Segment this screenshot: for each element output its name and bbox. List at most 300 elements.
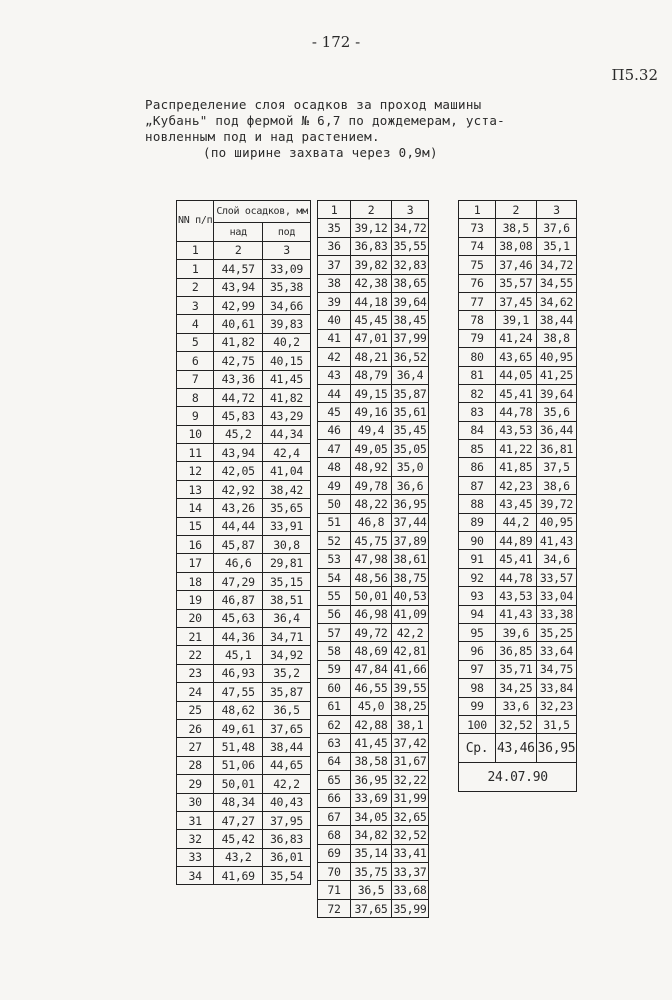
- value-below: 36,4: [263, 609, 311, 627]
- row-number: 4: [177, 315, 214, 333]
- value-above: 45,45: [351, 311, 392, 329]
- value-above: 51,48: [214, 738, 263, 756]
- row-number: 43: [318, 366, 351, 384]
- row-number: 93: [459, 587, 496, 605]
- value-above: 34,82: [351, 826, 392, 844]
- value-below: 35,87: [263, 683, 311, 701]
- value-above: 36,95: [351, 771, 392, 789]
- table-row: [177, 830, 311, 848]
- index-2: 2: [496, 201, 537, 219]
- value-below: 39,83: [263, 315, 311, 333]
- table-row: [177, 333, 311, 351]
- value-below: 35,2: [263, 664, 311, 682]
- value-below: 37,5: [536, 458, 577, 476]
- value-above: 43,53: [496, 421, 537, 439]
- table-row: [177, 499, 311, 517]
- index-3: 3: [263, 241, 311, 259]
- value-above: 33,69: [351, 789, 392, 807]
- value-below: 35,6: [536, 403, 577, 421]
- value-above: 36,83: [351, 237, 392, 255]
- row-number: 56: [318, 605, 351, 623]
- row-number: 3: [177, 296, 214, 314]
- value-above: 34,05: [351, 807, 392, 825]
- row-number: 60: [318, 679, 351, 697]
- value-below: 40,95: [536, 348, 577, 366]
- row-number: 57: [318, 623, 351, 641]
- value-above: 34,25: [496, 679, 537, 697]
- value-below: 44,65: [263, 756, 311, 774]
- table-row: [459, 697, 577, 715]
- table-row: [318, 237, 429, 255]
- value-above: 37,46: [496, 256, 537, 274]
- value-above: 48,62: [214, 701, 263, 719]
- table-row: [177, 517, 311, 535]
- data-table-3: [458, 200, 577, 792]
- value-above: 43,26: [214, 499, 263, 517]
- table-row: [459, 715, 577, 733]
- value-above: 39,6: [496, 623, 537, 641]
- table-row: [318, 789, 429, 807]
- value-below: 32,83: [392, 256, 429, 274]
- row-number: 58: [318, 642, 351, 660]
- value-above: 47,29: [214, 572, 263, 590]
- table-row: [459, 495, 577, 513]
- value-above: 46,98: [351, 605, 392, 623]
- value-below: 39,55: [392, 679, 429, 697]
- value-above: 45,87: [214, 536, 263, 554]
- table-row: [459, 440, 577, 458]
- row-number: 69: [318, 844, 351, 862]
- row-number: 23: [177, 664, 214, 682]
- table-row: [177, 278, 311, 296]
- table-row: [177, 664, 311, 682]
- value-below: 40,53: [392, 587, 429, 605]
- table-row: [177, 572, 311, 590]
- table-row: [318, 623, 429, 641]
- table-row: [459, 329, 577, 347]
- row-number: 79: [459, 329, 496, 347]
- value-above: 47,55: [214, 683, 263, 701]
- table-row: [177, 867, 311, 885]
- row-number: 13: [177, 480, 214, 498]
- header-group: Слой осадков, мм: [214, 201, 311, 223]
- row-number: 35: [318, 219, 351, 237]
- title-line-4: (по ширине захвата через 0,9м): [203, 145, 438, 160]
- row-number: 33: [177, 848, 214, 866]
- value-above: 36,85: [496, 642, 537, 660]
- value-above: 49,15: [351, 384, 392, 402]
- value-above: 49,61: [214, 719, 263, 737]
- value-above: 39,12: [351, 219, 392, 237]
- value-below: 40,2: [263, 333, 311, 351]
- value-below: 39,64: [536, 384, 577, 402]
- table-row: [177, 536, 311, 554]
- value-above: 39,1: [496, 311, 537, 329]
- index-1: 1: [318, 201, 351, 219]
- value-below: 34,71: [263, 627, 311, 645]
- row-number: 59: [318, 660, 351, 678]
- average-below: 36,95: [536, 734, 577, 763]
- value-below: 42,81: [392, 642, 429, 660]
- value-above: 45,63: [214, 609, 263, 627]
- row-number: 18: [177, 572, 214, 590]
- table-row: [177, 315, 311, 333]
- value-above: 49,72: [351, 623, 392, 641]
- value-below: 42,2: [263, 775, 311, 793]
- value-above: 47,84: [351, 660, 392, 678]
- index-1: 1: [177, 241, 214, 259]
- value-below: 41,66: [392, 660, 429, 678]
- row-number: 37: [318, 256, 351, 274]
- value-below: 33,38: [536, 605, 577, 623]
- value-above: 44,44: [214, 517, 263, 535]
- table-row: [459, 256, 577, 274]
- value-below: 31,99: [392, 789, 429, 807]
- value-below: 30,8: [263, 536, 311, 554]
- value-above: 41,45: [351, 734, 392, 752]
- row-number: 63: [318, 734, 351, 752]
- table-row: [177, 848, 311, 866]
- value-above: 43,53: [496, 587, 537, 605]
- value-below: 41,09: [392, 605, 429, 623]
- table-row: [318, 513, 429, 531]
- row-number: 70: [318, 863, 351, 881]
- value-above: 45,41: [496, 550, 537, 568]
- row-number: 21: [177, 627, 214, 645]
- value-below: 34,72: [392, 219, 429, 237]
- row-number: 47: [318, 440, 351, 458]
- value-above: 32,52: [496, 715, 537, 733]
- table-row: [318, 587, 429, 605]
- value-below: 37,6: [536, 219, 577, 237]
- row-number: 22: [177, 646, 214, 664]
- value-above: 49,16: [351, 403, 392, 421]
- page-number: - 172 -: [311, 33, 361, 51]
- value-above: 50,01: [214, 775, 263, 793]
- row-number: 95: [459, 623, 496, 641]
- table-row: [318, 660, 429, 678]
- value-above: 45,2: [214, 425, 263, 443]
- value-above: 42,38: [351, 274, 392, 292]
- index-1: 1: [459, 201, 496, 219]
- table-row: [459, 587, 577, 605]
- value-above: 42,88: [351, 715, 392, 733]
- value-below: 41,45: [263, 370, 311, 388]
- table-row: [318, 550, 429, 568]
- value-above: 49,78: [351, 476, 392, 494]
- table-row: [177, 609, 311, 627]
- value-below: 33,91: [263, 517, 311, 535]
- value-below: 38,44: [536, 311, 577, 329]
- value-above: 40,61: [214, 315, 263, 333]
- value-below: 35,25: [536, 623, 577, 641]
- value-above: 48,92: [351, 458, 392, 476]
- table-row: [318, 458, 429, 476]
- value-below: 33,64: [536, 642, 577, 660]
- value-below: 40,43: [263, 793, 311, 811]
- value-above: 48,34: [214, 793, 263, 811]
- value-above: 42,23: [496, 476, 537, 494]
- table-row: [177, 775, 311, 793]
- table-row: [318, 366, 429, 384]
- table-row: [459, 237, 577, 255]
- title-line-1: Распределение слоя осадков за проход машины: [145, 97, 482, 112]
- table-row: [177, 738, 311, 756]
- value-below: 35,65: [263, 499, 311, 517]
- row-number: 65: [318, 771, 351, 789]
- row-number: 54: [318, 568, 351, 586]
- row-number: 88: [459, 495, 496, 513]
- value-above: 35,75: [351, 863, 392, 881]
- table-row: [318, 568, 429, 586]
- table-row: [459, 642, 577, 660]
- row-number: 68: [318, 826, 351, 844]
- row-number: 45: [318, 403, 351, 421]
- value-below: 33,04: [536, 587, 577, 605]
- row-number: 75: [459, 256, 496, 274]
- row-number: 28: [177, 756, 214, 774]
- table-row: [177, 352, 311, 370]
- table-row: [459, 605, 577, 623]
- table-row: [177, 462, 311, 480]
- value-below: 35,05: [392, 440, 429, 458]
- row-number: 6: [177, 352, 214, 370]
- table-row: [459, 403, 577, 421]
- table-row: [318, 605, 429, 623]
- table-row: [318, 256, 429, 274]
- row-number: 96: [459, 642, 496, 660]
- value-above: 51,06: [214, 756, 263, 774]
- row-number: 100: [459, 715, 496, 733]
- row-number: 64: [318, 752, 351, 770]
- value-above: 42,75: [214, 352, 263, 370]
- row-number: 32: [177, 830, 214, 848]
- row-number: 15: [177, 517, 214, 535]
- row-number: 38: [318, 274, 351, 292]
- table-row: [177, 554, 311, 572]
- value-below: 38,44: [263, 738, 311, 756]
- row-number: 90: [459, 532, 496, 550]
- row-number: 78: [459, 311, 496, 329]
- table-row: [177, 683, 311, 701]
- value-above: 44,05: [496, 366, 537, 384]
- row-number: 8: [177, 388, 214, 406]
- value-below: 44,34: [263, 425, 311, 443]
- table-row: [318, 679, 429, 697]
- row-number: 7: [177, 370, 214, 388]
- table-row: [318, 348, 429, 366]
- table-row: [459, 311, 577, 329]
- value-below: 37,42: [392, 734, 429, 752]
- value-below: 39,72: [536, 495, 577, 513]
- row-number: 73: [459, 219, 496, 237]
- row-number: 91: [459, 550, 496, 568]
- value-above: 38,08: [496, 237, 537, 255]
- value-below: 34,6: [536, 550, 577, 568]
- index-2: 2: [351, 201, 392, 219]
- value-below: 41,25: [536, 366, 577, 384]
- table-row: [318, 292, 429, 310]
- value-above: 43,65: [496, 348, 537, 366]
- value-below: 36,52: [392, 348, 429, 366]
- row-number: 50: [318, 495, 351, 513]
- row-number: 80: [459, 348, 496, 366]
- value-below: 35,45: [392, 421, 429, 439]
- table-row: [318, 734, 429, 752]
- value-below: 36,5: [263, 701, 311, 719]
- table-row: [318, 532, 429, 550]
- value-above: 44,18: [351, 292, 392, 310]
- value-above: 45,42: [214, 830, 263, 848]
- value-below: 34,62: [536, 292, 577, 310]
- value-above: 42,05: [214, 462, 263, 480]
- row-number: 99: [459, 697, 496, 715]
- row-number: 17: [177, 554, 214, 572]
- table-row: [318, 440, 429, 458]
- value-above: 45,41: [496, 384, 537, 402]
- value-below: 43,29: [263, 407, 311, 425]
- value-above: 49,05: [351, 440, 392, 458]
- value-above: 46,93: [214, 664, 263, 682]
- row-number: 52: [318, 532, 351, 550]
- row-number: 40: [318, 311, 351, 329]
- value-below: 38,61: [392, 550, 429, 568]
- row-number: 5: [177, 333, 214, 351]
- row-number: 26: [177, 719, 214, 737]
- index-3: 3: [536, 201, 577, 219]
- row-number: 66: [318, 789, 351, 807]
- value-above: 44,57: [214, 260, 263, 278]
- value-below: 38,45: [392, 311, 429, 329]
- value-below: 38,1: [392, 715, 429, 733]
- row-number: 97: [459, 660, 496, 678]
- value-above: 44,89: [496, 532, 537, 550]
- value-below: 36,01: [263, 848, 311, 866]
- table-row: [318, 881, 429, 899]
- value-below: 37,44: [392, 513, 429, 531]
- value-below: 35,1: [536, 237, 577, 255]
- header-below: под: [263, 223, 311, 241]
- table-row: [459, 660, 577, 678]
- value-above: 49,4: [351, 421, 392, 439]
- row-number: 48: [318, 458, 351, 476]
- table-row: [459, 366, 577, 384]
- table-row: [318, 403, 429, 421]
- value-above: 47,01: [351, 329, 392, 347]
- row-number: 16: [177, 536, 214, 554]
- date-cell: 24.07.90: [459, 763, 577, 792]
- row-number: 25: [177, 701, 214, 719]
- row-number: 86: [459, 458, 496, 476]
- row-number: 74: [459, 237, 496, 255]
- value-above: 48,56: [351, 568, 392, 586]
- value-above: 48,21: [351, 348, 392, 366]
- value-below: 31,5: [536, 715, 577, 733]
- value-below: 41,43: [536, 532, 577, 550]
- value-below: 41,82: [263, 388, 311, 406]
- value-below: 38,75: [392, 568, 429, 586]
- value-below: 37,65: [263, 719, 311, 737]
- row-number: 84: [459, 421, 496, 439]
- value-below: 35,99: [392, 899, 429, 917]
- value-below: 35,38: [263, 278, 311, 296]
- table-row: [459, 679, 577, 697]
- value-below: 42,4: [263, 444, 311, 462]
- row-number: 42: [318, 348, 351, 366]
- value-above: 36,5: [351, 881, 392, 899]
- data-table-2: [317, 200, 429, 918]
- row-number: 36: [318, 237, 351, 255]
- table-row: [177, 370, 311, 388]
- value-below: 32,65: [392, 807, 429, 825]
- value-above: 41,43: [496, 605, 537, 623]
- value-above: 35,71: [496, 660, 537, 678]
- value-below: 34,92: [263, 646, 311, 664]
- table-row: [318, 771, 429, 789]
- table-row: [318, 329, 429, 347]
- table-row: [459, 532, 577, 550]
- table-row: [459, 274, 577, 292]
- table-row: [318, 219, 429, 237]
- value-below: 33,68: [392, 881, 429, 899]
- value-below: 36,83: [263, 830, 311, 848]
- value-below: 35,55: [392, 237, 429, 255]
- value-below: 31,67: [392, 752, 429, 770]
- title-line-3: новленным под и над растением.: [145, 129, 380, 144]
- table-row: [318, 697, 429, 715]
- row-number: 44: [318, 384, 351, 402]
- table-row: [459, 568, 577, 586]
- document-title: [145, 97, 615, 161]
- table-row: [177, 388, 311, 406]
- row-number: 41: [318, 329, 351, 347]
- value-above: 45,75: [351, 532, 392, 550]
- value-below: 34,66: [263, 296, 311, 314]
- table-row: [177, 793, 311, 811]
- value-below: 35,15: [263, 572, 311, 590]
- value-above: 35,14: [351, 844, 392, 862]
- value-above: 46,87: [214, 591, 263, 609]
- row-number: 89: [459, 513, 496, 531]
- table-row: [318, 274, 429, 292]
- value-below: 37,95: [263, 811, 311, 829]
- table-row: [318, 476, 429, 494]
- value-above: 44,78: [496, 403, 537, 421]
- row-number: 11: [177, 444, 214, 462]
- value-above: 46,55: [351, 679, 392, 697]
- value-above: 45,83: [214, 407, 263, 425]
- value-above: 33,6: [496, 697, 537, 715]
- table-row: [318, 642, 429, 660]
- value-above: 44,2: [496, 513, 537, 531]
- table-row: [177, 811, 311, 829]
- row-number: 94: [459, 605, 496, 623]
- row-number: 72: [318, 899, 351, 917]
- value-above: 44,72: [214, 388, 263, 406]
- value-above: 46,8: [351, 513, 392, 531]
- value-below: 40,95: [536, 513, 577, 531]
- value-below: 39,64: [392, 292, 429, 310]
- row-number: 31: [177, 811, 214, 829]
- row-number: 46: [318, 421, 351, 439]
- table-row: [318, 844, 429, 862]
- row-number: 55: [318, 587, 351, 605]
- average-label: Ср.: [459, 734, 496, 763]
- row-number: 34: [177, 867, 214, 885]
- value-below: 32,22: [392, 771, 429, 789]
- value-below: 35,61: [392, 403, 429, 421]
- table-row: [318, 863, 429, 881]
